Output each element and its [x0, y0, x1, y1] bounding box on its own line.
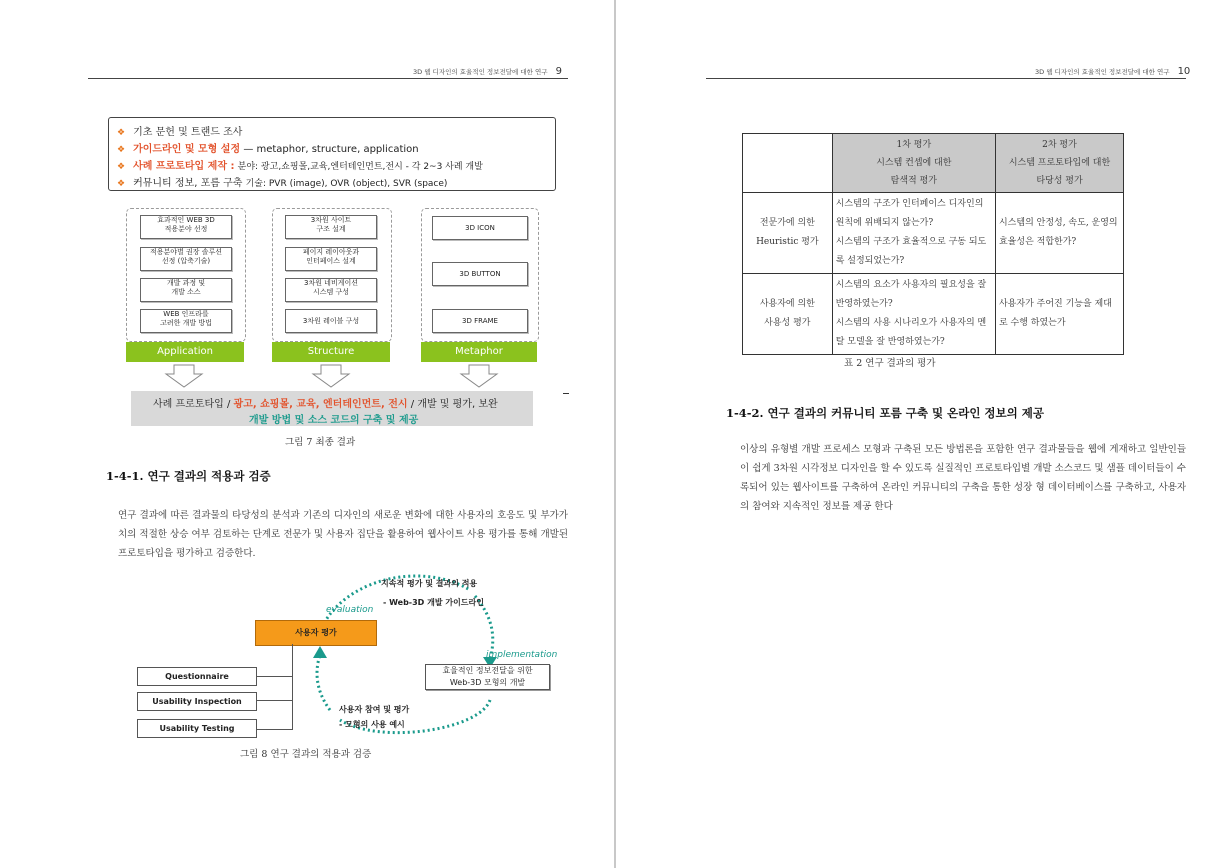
table-row-label: 사용자에 의한 사용성 평가: [743, 274, 833, 355]
table-cell: 시스템의 안정성, 속도, 운영의 효율성은 적합한가?: [995, 193, 1123, 274]
left-page: [0, 0, 614, 868]
header-title: 3D 웹 디자인의 효율적인 정보전달에 대한 연구: [1035, 68, 1170, 76]
table-caption: 표 2 연구 결과의 평가: [844, 358, 936, 369]
table-cell: 시스템의 구조가 인터페이스 디자인의 원칙에 위배되지 않는가? 시스템의 구조가 효율적으로 구동 되도록 설정되었는가?: [832, 193, 995, 274]
method-box: Questionnaire: [137, 667, 257, 686]
application-item: 개발 과정 및 개발 소스: [140, 278, 232, 302]
page-header: [1035, 66, 1190, 77]
metaphor-label: Metaphor: [421, 342, 537, 362]
application-label: Application: [126, 342, 244, 362]
evaluation-table: [742, 133, 1124, 355]
header-rule: [88, 78, 568, 79]
table-head: 2차 평가 시스템 프로토타입에 대한 타당성 평가: [995, 134, 1123, 193]
cycle-bottom-sub: - 모형의 사용 예시: [339, 720, 405, 729]
method-box: Usability Testing: [137, 719, 257, 738]
metaphor-item: 3D ICON: [432, 216, 528, 240]
section-paragraph: 이상의 유형별 개발 프로세스 모형과 구축된 모든 방법론을 포함한 연구 결과물들을 웹에 게재하고 일반인들이 쉽게 3차원 시각정보 디자인을 할 수 있도록 실질적인 프로토타입별 개발 소스코드 및 샘플 데이터들이 수록되어 있는 웹사이트를 구축하여 온라인 커뮤니티의 구축을 통한 성장 형 데이터베이스를 구축하고, 사용자의 참여와 지속적인 정보를 제공 한다: [740, 444, 1186, 512]
page-number: 10: [1177, 66, 1191, 77]
evaluation-label: evaluation: [326, 605, 374, 615]
summary-item: ❖ 사례 프로토타입 제작 : 분야: 광고,쇼핑몰,교육,엔터테인먼트,전시 - 각 2~3 사례 개발: [117, 161, 483, 172]
diamond-icon: ❖: [117, 179, 126, 189]
table-cell: 시스템의 요소가 사용자의 필요성을 잘 반영하였는가? 시스템의 사용 시나리오가 사용자의 멘탈 모델을 잘 반영하였는가?: [832, 274, 995, 355]
section-paragraph: 연구 결과에 따른 결과물의 타당성의 분석과 기존의 디자인의 새로운 변화에 대한 사용자의 호응도 및 부가가치의 적절한 상승 여부 검토하는 단계로 전문가 및 사용자 집단을 활용하여 웹사이트 사용 평가를 통해 개발된 프로토타입을 평가하고 검증한다.: [118, 510, 568, 559]
metaphor-item: 3D BUTTON: [432, 262, 528, 286]
summary-item: ❖ 가이드라인 및 모형 설정 — metaphor, structure, application: [117, 144, 419, 155]
table-head: 1차 평가 시스템 컨셉에 대한 탐색적 평가: [832, 134, 995, 193]
table-row-label: 전문가에 의한 Heuristic 평가: [743, 193, 833, 274]
connector-line: [256, 676, 292, 677]
diamond-icon: ❖: [117, 128, 126, 138]
cycle-top-label: 지속적 평가 및 결과의 적용: [381, 579, 478, 588]
table-cell: 사용자가 주어진 기능을 제대로 수행 하였는가: [995, 274, 1123, 355]
figure8-caption: 그림 8 연구 결과의 적용과 검증: [240, 749, 372, 760]
cycle-bottom-label: 사용자 참여 및 평가: [339, 705, 410, 714]
implementation-label: implementation: [486, 650, 558, 660]
section-heading: 1-4-2. 연구 결과의 커뮤니티 포름 구축 및 온라인 정보의 제공: [726, 406, 1044, 420]
diamond-icon: ❖: [117, 145, 126, 155]
cycle-top-sub: - Web-3D 개발 가이드라인: [383, 598, 484, 607]
connector-line: [292, 644, 293, 730]
result-line1: 사례 프로토타입 / 광고, 쇼핑몰, 교육, 엔터테인먼트, 전시 / 개발 및 평가, 보완: [153, 399, 498, 410]
dash-mark: [563, 393, 569, 394]
user-eval-box: 사용자 평가: [255, 620, 377, 646]
application-item: 효과적인 WEB 3D 적용분야 선정: [140, 215, 232, 239]
figure7-caption: 그림 7 최종 결과: [285, 437, 356, 448]
down-arrow-icon: [311, 364, 351, 388]
method-box: Usability Inspection: [137, 692, 257, 711]
summary-item: ❖ 커뮤니티 정보, 포름 구축 기술: PVR (image), OVR (object), SVR (space): [117, 178, 448, 189]
connector-line: [256, 729, 292, 730]
application-item: 적용분야별 권장 솔루션 선정 (압축기술): [140, 247, 232, 271]
section-heading: 1-4-1. 연구 결과의 적용과 검증: [106, 469, 271, 483]
right-page: [616, 0, 1231, 868]
header-rule: [706, 78, 1186, 79]
metaphor-item: 3D FRAME: [432, 309, 528, 333]
page-header: [413, 66, 562, 77]
dev-box: 효율적인 정보전달을 위한 Web-3D 모형의 개발: [425, 664, 550, 690]
application-item: WEB 인프라를 고려한 개발 방법: [140, 309, 232, 333]
page-number: 9: [555, 66, 562, 77]
result-line2: 개발 방법 및 소스 코드의 구축 및 제공: [249, 415, 419, 426]
result-bar: [131, 391, 533, 426]
connector-line: [256, 700, 292, 701]
down-arrow-icon: [459, 364, 499, 388]
structure-item: 3차원 사이트 구조 설계: [285, 215, 377, 239]
diamond-icon: ❖: [117, 162, 126, 172]
summary-box: [108, 117, 556, 191]
structure-item: 3차원 네비게이션 시스템 구성: [285, 278, 377, 302]
structure-item: 페이지 레이아웃과 인터페이스 설계: [285, 247, 377, 271]
structure-label: Structure: [272, 342, 390, 362]
structure-item: 3차원 레이블 구성: [285, 309, 377, 333]
header-title: 3D 웹 디자인의 효율적인 정보전달에 대한 연구: [413, 68, 548, 76]
summary-item: ❖ 기초 문헌 및 트랜드 조사: [117, 127, 243, 138]
down-arrow-icon: [164, 364, 204, 388]
